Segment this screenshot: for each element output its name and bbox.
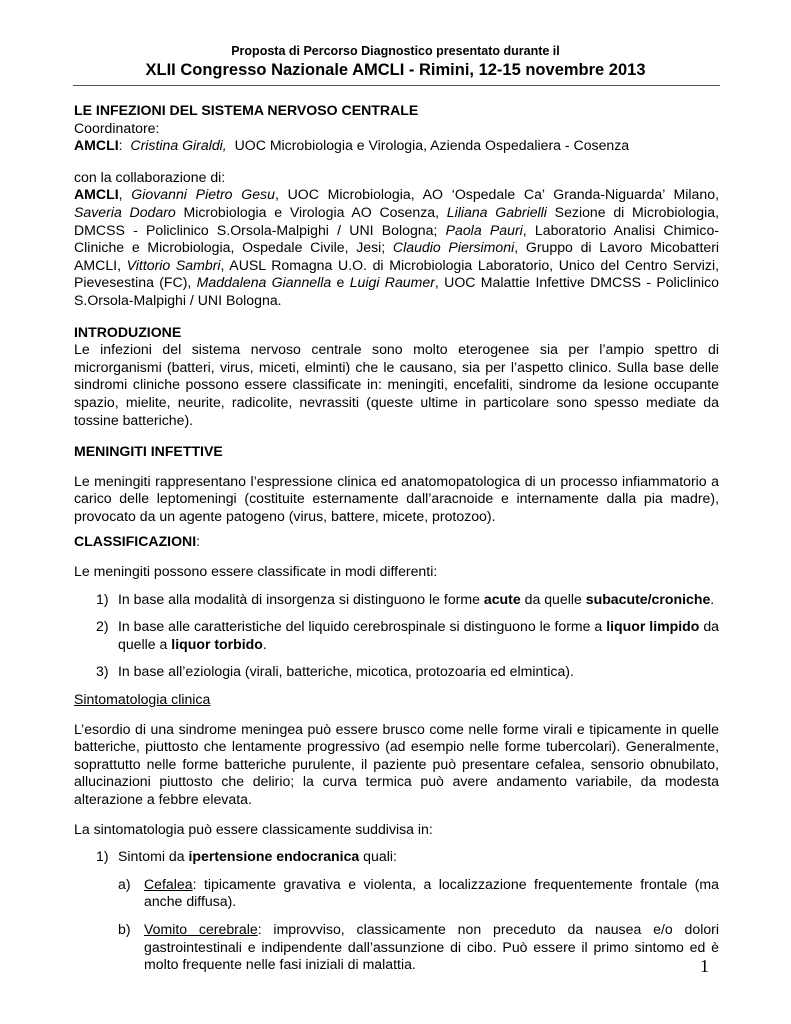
collab-text: , Laboratorio Analisi Chimico-Cliniche e Microbiologia, Ospedale Civile, Jesi;	[74, 221, 719, 256]
sublist-item	[74, 921, 719, 974]
sublist-item-term: Vomito cerebrale	[144, 920, 258, 937]
list-item-number: 2)	[96, 618, 109, 635]
list-item-emphasis: liquor limpido	[606, 618, 700, 635]
meningiti-paragraph: Le meningiti rappresentano l’espressione clinica ed anatomopatologica di un processo infiammatorio a carico delle leptomeningi (costituite esternamente dall’aracnoide e internamente dalla pia madre), provocato da un agente patogeno (virus, battere, micete, protozoo).	[74, 472, 719, 524]
list-item-number: 3)	[96, 663, 109, 680]
coordinator-name: Cristina Giraldi,	[130, 137, 227, 154]
list-item	[74, 663, 719, 681]
document-body	[74, 102, 719, 974]
list-item	[74, 591, 719, 609]
classificazioni-list	[74, 591, 719, 681]
collab-text: Sezione di Microbiologia, DMCSS - Policlinico S.Orsola-Malpighi / UNI Bologna;	[74, 203, 719, 238]
section-heading-classificazioni	[74, 533, 719, 551]
sublist-item-term: Cefalea	[144, 875, 193, 892]
collab-org: AMCLI	[74, 186, 119, 203]
collab-name: Liliana Gabrielli	[446, 203, 547, 220]
sintomatologia-paragraph: L’esordio di una sindrome meningea può essere brusco come nelle forme virali e tipicamente in quelle batteriche, piuttosto che lentamente progressivo (ad esempio nelle forme tubercolari). Generalmente, soprattutto nelle forme batteriche purulente, il paziente può presentare cefalea, sensorio obnubilato, allucinazioni piuttosto che delirio; la curva termica può avere andamento variabile, da modesta alterazione a febbre elevata.	[74, 720, 719, 807]
collab-text: , UOC Microbiologia, AO ‘Ospedale Ca’ Granda-Niguarda’ Milano,	[274, 186, 719, 203]
section-heading-introduzione: INTRODUZIONE	[74, 323, 182, 340]
section-heading-sintomatologia: Sintomatologia clinica	[74, 691, 211, 708]
list-item-number: 1)	[96, 848, 109, 865]
sublist-item	[74, 876, 719, 911]
list-item-emphasis: subacute/croniche	[585, 590, 711, 607]
collab-text: , AUSL Romagna U.O. di Microbiologia Laboratorio, Unico del Centro Servizi, Pievesestina (FC),	[74, 256, 719, 291]
sintomatologia-intro: La sintomatologia può essere classicamente suddivisa in:	[74, 820, 433, 837]
collab-name: Claudio Piersimoni	[392, 239, 515, 256]
header-divider	[73, 85, 720, 86]
list-item	[74, 848, 719, 866]
introduzione-paragraph: Le infezioni del sistema nervoso centrale sono molto eterogenee sia per l’ampio spettro di microrganismi (batteri, virus, miceti, elminti) che le causano, sia per l’aspetto clinico. Sulla base delle sindromi cliniche possono essere classificate in: meningiti, encefaliti, sindrome da lesione occupante spazio, mielite, neurite, radicolite, nevrassiti (queste ultime in particolare sono spesso mediate da tossine batteriche).	[74, 341, 719, 428]
collaboration-intro: con la collaborazione di:	[74, 168, 226, 185]
list-item-number: 1)	[96, 590, 109, 607]
coordinator-org: AMCLI	[74, 137, 119, 154]
classificazioni-heading-text: CLASSIFICAZIONI	[74, 533, 197, 550]
classificazioni-colon: :	[196, 533, 201, 550]
sublist-item-text: : improvviso, classicamente non preceduto da nausea e/o dolori gastrointestinali e indipendente dall’assunzione di cibo. Può essere il primo sintomo ed è molto frequente nelle fasi iniziali di malattia.	[144, 920, 720, 973]
coordinator-label: Coordinatore:	[74, 119, 160, 136]
list-item-text: In base alle caratteristiche del liquido cerebrospinale si distinguono le forme a	[118, 618, 607, 635]
collab-text: e	[331, 274, 350, 291]
section-heading-meningiti: MENINGITI INFETTIVE	[74, 443, 223, 460]
list-item-text: Sintomi da	[118, 848, 189, 865]
sintomi-list	[74, 848, 719, 866]
coordinator-line	[74, 137, 719, 155]
sublist-item-text: : tipicamente gravativa e violenta, a localizzazione frequentemente frontale (ma anche diffusa).	[144, 875, 719, 910]
collaboration-paragraph	[74, 186, 719, 309]
list-item-emphasis: ipertensione endocranica	[188, 848, 360, 865]
collab-name: Maddalena Giannella	[196, 274, 332, 291]
collab-text: , Gruppo di Lavoro Micobatteri AMCLI,	[74, 239, 720, 273]
header-congress-title: XLII Congresso Nazionale AMCLI - Rimini, 12-15 novembre 2013	[145, 61, 646, 79]
header-subtitle: Proposta di Percorso Diagnostico presentato durante il	[231, 44, 560, 58]
coordinator-colon: :	[118, 137, 123, 154]
document-title: LE INFEZIONI DEL SISTEMA NERVOSO CENTRALE	[74, 102, 419, 118]
collab-name: Paola Pauri	[445, 221, 523, 238]
page-number: 1	[700, 956, 709, 976]
collab-name: Saveria Dodaro	[74, 203, 176, 220]
list-item-text: In base all’eziologia (virali, batteriche, micotica, protozoaria ed elmintica).	[118, 663, 574, 680]
list-item-text: In base alla modalità di insorgenza si distinguono le forme	[118, 590, 484, 607]
classificazioni-intro: Le meningiti possono essere classificate in modi differenti:	[74, 563, 438, 580]
collab-text: Microbiologia e Virologia AO Cosenza,	[175, 203, 447, 220]
list-item-text: .	[710, 590, 715, 607]
list-item-text: da quelle	[520, 590, 586, 607]
list-item	[74, 618, 719, 653]
collab-name: Vittorio Sambri	[126, 256, 221, 273]
collab-text: ,	[118, 186, 132, 203]
list-item-emphasis: liquor torbido	[171, 635, 263, 652]
collab-name: Giovanni Pietro Gesu	[131, 186, 275, 203]
collab-name: Luigi Raumer	[349, 274, 435, 291]
collab-text: , UOC Malattie Infettive DMCSS - Policlinico S.Orsola-Malpighi / UNI Bologna.	[74, 274, 719, 308]
list-item-text: .	[262, 635, 267, 652]
sublist-item-letter: a)	[118, 875, 131, 892]
sublist-item-letter: b)	[118, 920, 131, 937]
coordinator-affiliation: UOC Microbiologia e Virologia, Azienda Ospedaliera - Cosenza	[234, 137, 630, 154]
list-item-text: quali:	[359, 848, 397, 865]
list-item-text: da quelle a	[118, 618, 719, 652]
sintomi-sublist	[74, 876, 719, 974]
list-item-emphasis: acute	[483, 590, 521, 607]
